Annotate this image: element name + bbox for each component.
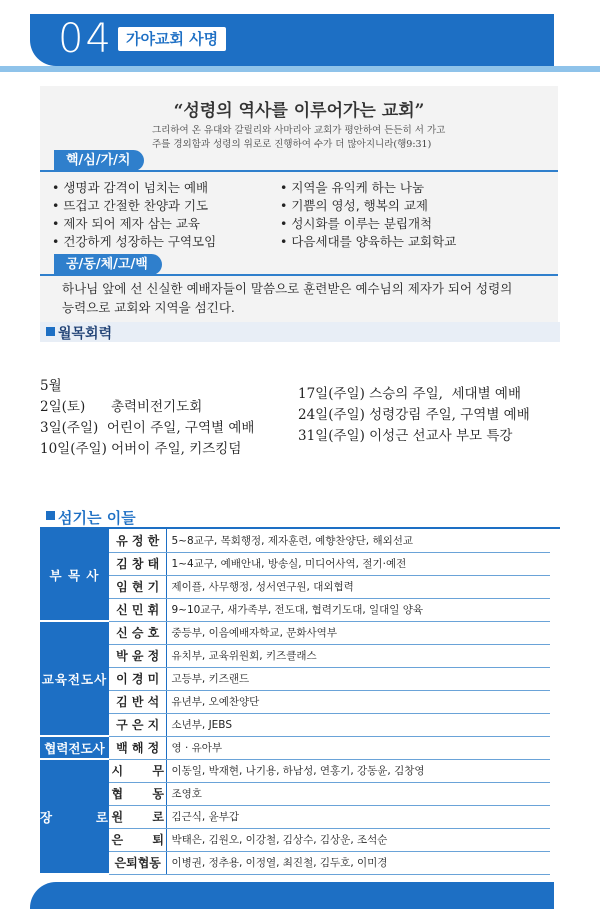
group-associate-pastors: 부 목 사 [40,529,109,621]
chapter-number: 04 [58,16,113,62]
staff-duty: 조영호 [167,782,550,805]
calendar-event: 24일(주일) 성령강림 주일, 구역별 예배 [298,407,530,423]
staff-name: 은퇴협동 [109,851,167,874]
community-goal-label: 공/동/체/고/백 [54,254,162,275]
group-elders: 장 로 [40,759,109,874]
group-cooperative-evangelist: 협력전도사 [40,736,109,759]
staff-name: 원 로 [109,805,167,828]
staff-name: 구 은 지 [109,713,167,736]
staff-name: 신 민 휘 [109,598,167,621]
calendar-month: 5월 [40,378,62,394]
staff-duty: 유년부, 오예찬양단 [167,690,550,713]
calendar-event: 17일(주일) 스승의 주일, 세대별 예배 [298,386,521,402]
staff-name: 박 윤 정 [109,644,167,667]
table-row [40,736,550,759]
bullet-square-icon [46,511,55,520]
staff-name: 김 반 석 [109,690,167,713]
community-goal-line: 능력으로 교회와 지역을 섬긴다. [62,300,235,315]
table-row [40,851,550,874]
core-value-item: • 기쁨의 영성, 행복의 교제 [280,198,428,213]
table-row [40,552,550,575]
bullet-square-icon [46,327,55,336]
staff-duty: 제이플, 사무행정, 성서연구원, 대외협력 [167,575,550,598]
staff-duty: 9~10교구, 새가족부, 전도대, 협력기도대, 일대일 양육 [167,598,550,621]
staff-name: 유 정 한 [109,529,167,552]
staff-heading: 섬기는 이들 [58,509,136,527]
table-row [40,575,550,598]
calendar-event: 3일(주일) 어린이 주일, 구역별 예배 [40,420,255,436]
table-row [40,805,550,828]
staff-name: 이 경 미 [109,667,167,690]
community-goal-line: 하나님 앞에 선 신실한 예배자들이 말씀으로 훈련받은 예수님의 제자가 되어 성령의 [62,281,513,296]
core-value-item: • 생명과 감격이 넘치는 예배 [52,180,209,195]
table-row [40,667,550,690]
calendar-section-header [40,322,560,342]
mission-verse [152,124,532,152]
calendar-event: 10일(주일) 어버이 주일, 키즈킹덤 [40,441,242,457]
staff-name: 백 해 정 [109,736,167,759]
core-value-item: • 건강하게 성장하는 구역모임 [52,234,217,249]
core-value-item: • 제자 되어 제자 삼는 교육 [52,216,200,231]
table-row [40,529,550,552]
staff-name: 신 승 호 [109,621,167,644]
staff-name: 은 퇴 [109,828,167,851]
table-row [40,598,550,621]
staff-duty: 고등부, 키즈랜드 [167,667,550,690]
header-accent-line [0,66,600,72]
table-row [40,644,550,667]
footer-bar [30,882,554,909]
staff-duty: 이병권, 정추용, 이정열, 최진철, 김두호, 이미경 [167,851,550,874]
chapter-title: 가야교회 사명 [118,27,226,51]
table-row [40,713,550,736]
staff-duty: 중등부, 이음예배자학교, 문화사역부 [167,621,550,644]
core-values-right-column [280,179,456,251]
staff-name: 임 현 기 [109,575,167,598]
community-goal-text [62,279,542,317]
table-row [40,782,550,805]
staff-duty: 박태은, 김원오, 이강철, 김상수, 김상운, 조석순 [167,828,550,851]
core-value-item: • 뜨겁고 간절한 찬양과 기도 [52,198,209,213]
table-row [40,759,550,782]
core-value-item: • 성시화를 이루는 분립개척 [280,216,433,231]
calendar-event: 2일(토) 총력비전기도회 [40,399,203,415]
staff-duty: 1~4교구, 예배안내, 방송실, 미디어사역, 절기·예전 [167,552,550,575]
calendar-event: 31일(주일) 이성근 선교사 부모 특강 [298,428,513,444]
mission-verse-line: 주를 경외함과 성령의 위로로 진행하여 수가 더 많아지니라(행9:31) [152,139,432,150]
staff-table [40,529,550,875]
table-row [40,621,550,644]
mission-verse-line: 그리하여 온 유대와 갈릴리와 사마리아 교회가 평안하여 든든히 서 가고 [152,125,446,136]
core-values-left-column [52,179,216,251]
calendar-right-column [298,384,530,447]
staff-duty: 유치부, 교육위원회, 키즈클래스 [167,644,550,667]
staff-duty: 영 · 유아부 [167,736,550,759]
table-row [40,828,550,851]
group-education-evangelists: 교육전도사 [40,621,109,736]
staff-name: 김 창 태 [109,552,167,575]
mission-box [40,86,558,322]
mission-title: “성령의 역사를 이루어가는 교회” [173,101,425,121]
staff-duty: 5~8교구, 목회행정, 제자훈련, 예향찬양단, 해외선교 [167,529,550,552]
staff-section-header [40,506,560,526]
staff-duty: 소년부, JEBS [167,713,550,736]
core-value-item: • 지역을 유익케 하는 나눔 [280,180,425,195]
table-row [40,690,550,713]
staff-name: 시 무 [109,759,167,782]
staff-duty: 이동일, 박재현, 나기용, 하남성, 연홍기, 강동윤, 김창영 [167,759,550,782]
calendar-heading: 월목회력 [58,326,113,342]
core-value-item: • 다음세대를 양육하는 교회학교 [280,234,457,249]
staff-duty: 김근식, 윤부갑 [167,805,550,828]
staff-name: 협 동 [109,782,167,805]
core-values-label: 핵/심/가/치 [54,150,144,171]
calendar-left-column [40,376,254,460]
